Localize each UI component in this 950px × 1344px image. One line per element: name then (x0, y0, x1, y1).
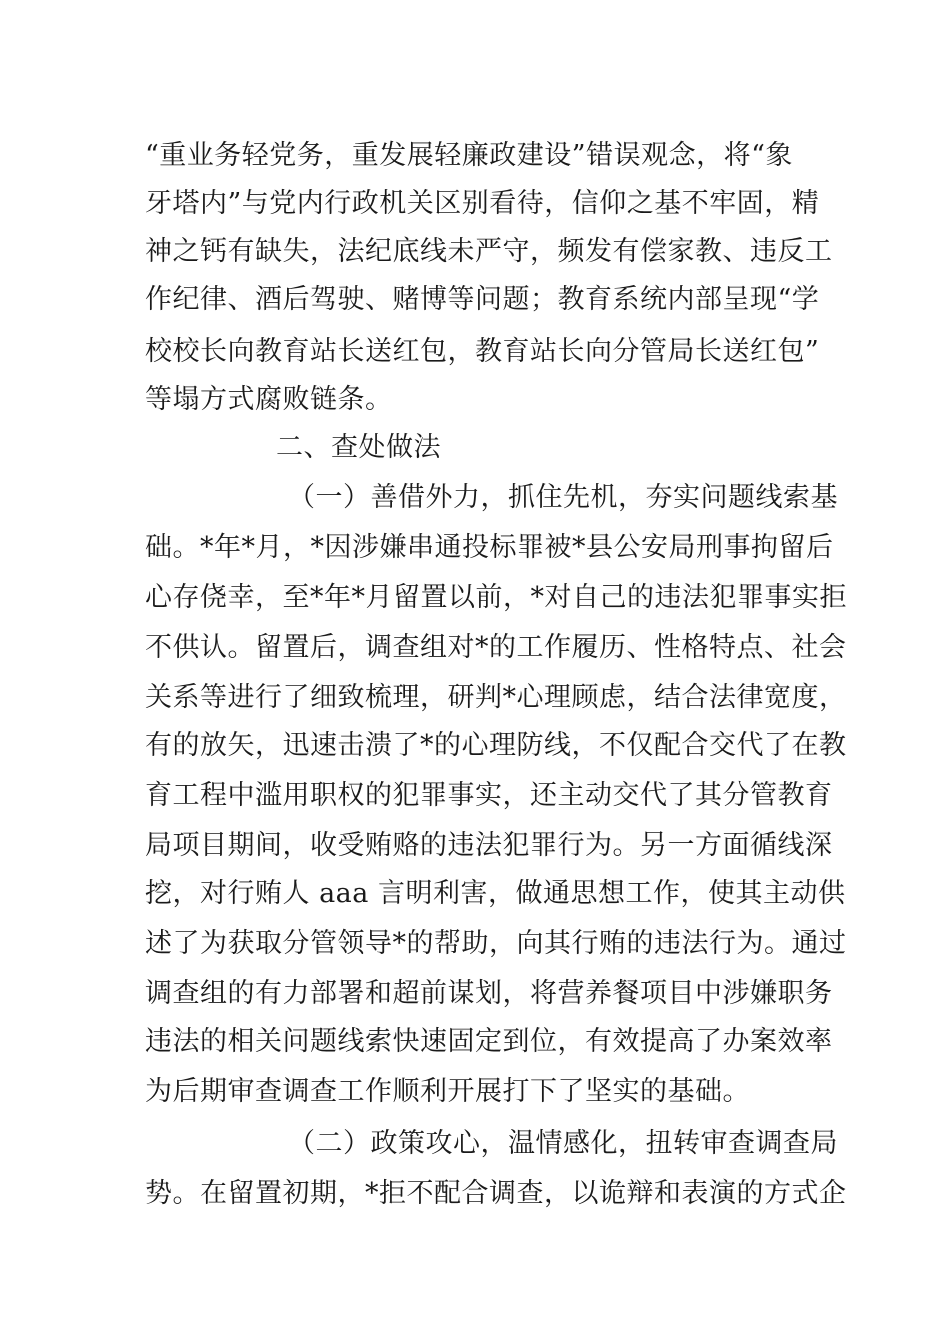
text-line: 神之钙有缺失，法纪底线未严守，频发有偿家教、违反工 (145, 236, 833, 267)
subsection-heading: （一）善借外力，抓住先机，夯实问题线索基 (288, 482, 838, 513)
subsection-heading: （二）政策攻心，温情感化，扭转审查调查局 (288, 1128, 838, 1159)
text-line: 为后期审查调查工作顺利开展打下了坚实的基础。 (145, 1076, 750, 1107)
text-line: 局项目期间，收受贿赂的违法犯罪行为。另一方面循线深 (145, 830, 833, 861)
text-line: 牙塔内”与党内行政机关区别看待，信仰之基不牢固，精 (145, 188, 820, 219)
text-line: “重业务轻党务，重发展轻廉政建设”错误观念，将“象 (145, 140, 793, 171)
text-line: 势。在留置初期，*拒不配合调查，以诡辩和表演的方式企 (145, 1178, 847, 1209)
section-heading: 二、查处做法 (276, 432, 441, 463)
text-line: 违法的相关问题线索快速固定到位，有效提高了办案效率 (145, 1026, 833, 1057)
text-line: 育工程中滥用职权的犯罪事实，还主动交代了其分管教育 (145, 780, 833, 811)
text-line: 作纪律、酒后驾驶、赌博等问题；教育系统内部呈现“学 (145, 284, 820, 315)
text-line: 心存侥幸，至*年*月留置以前，*对自己的违法犯罪事实拒 (145, 582, 847, 613)
text-line: 础。*年*月，*因涉嫌串通投标罪被*县公安局刑事拘留后 (145, 532, 834, 563)
text-line: 校校长向教育站长送红包，教育站长向分管局长送红包” (145, 336, 820, 367)
text-line: 等塌方式腐败链条。 (145, 384, 393, 415)
text-line: 述了为获取分管领导*的帮助，向其行贿的违法行为。通过 (145, 928, 847, 959)
text-line: 调查组的有力部署和超前谋划，将营养餐项目中涉嫌职务 (145, 978, 833, 1009)
text-line: 挖，对行贿人 aaa 言明利害，做通思想工作，使其主动供 (145, 878, 846, 909)
text-line: 关系等进行了细致梳理，研判*心理顾虑，结合法律宽度， (145, 682, 847, 713)
text-line: 有的放矢，迅速击溃了*的心理防线，不仅配合交代了在教 (145, 730, 847, 761)
text-line: 不供认。留置后，调查组对*的工作履历、性格特点、社会 (145, 632, 847, 663)
